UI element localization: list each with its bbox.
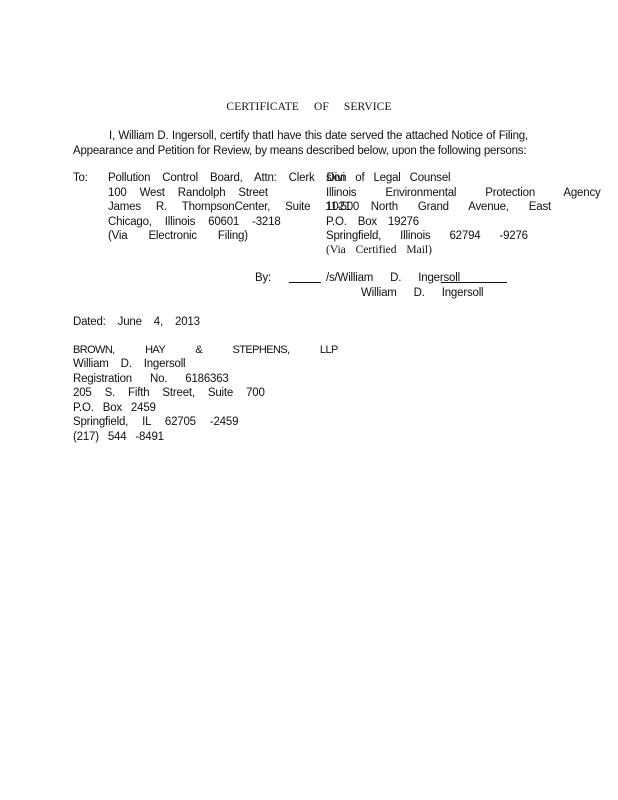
document-title: CERTIFICATE OF SERVICE <box>226 101 392 113</box>
left-recipient-line: Pollution Control Board, Attn: Clerk Divi <box>108 172 345 184</box>
signature-line <box>441 282 507 283</box>
phone-number: (217) 544 -8491 <box>73 431 164 443</box>
street-address: 205 S. Fifth Street, Suite 700 <box>73 387 265 399</box>
city-state-zip: Springfield, IL 62705 -2459 <box>73 416 239 428</box>
electronic-signature: /s/William D. Ingersoll <box>326 272 460 284</box>
right-recipient-line: (Via Certified Mail) <box>326 244 432 256</box>
left-recipient-line: (Via Electronic Filing) <box>108 230 248 242</box>
left-recipient-line: Chicago, Illinois 60601 -3218 <box>108 216 281 228</box>
firm-name: BROWN, HAY & STEPHENS, LLP <box>73 344 338 356</box>
attorney-name: William D. Ingersoll <box>73 358 186 370</box>
registration-number: Registration No. 6186363 <box>73 373 229 385</box>
right-recipient-line: Springfield, Illinois 62794 -9276 <box>326 230 528 242</box>
by-underline <box>289 282 321 283</box>
po-box: P.O. Box 2459 <box>73 402 156 414</box>
certification-paragraph: I, William D. Ingersoll, certify thatI have this date served the attached Notice of Filing, Appearance and Petition for Review, by means described below, upon the following persons: <box>73 130 528 157</box>
right-recipient-line: 1021 North Grand Avenue, East <box>326 201 552 213</box>
right-recipient-line: Illinois Environmental Protection Agency <box>326 187 601 199</box>
left-recipient-line: James R. ThompsonCenter, Suite 11-500 <box>108 201 360 213</box>
signer-name: William D. Ingersoll <box>361 287 484 299</box>
date-line: Dated: June 4, 2013 <box>73 316 200 328</box>
to-label: To: <box>73 172 88 184</box>
by-label: By: <box>255 272 272 284</box>
left-recipient-line: 100 West Randolph Street <box>108 187 268 199</box>
right-recipient-line: sion of Legal Counsel <box>326 172 451 184</box>
right-recipient-line: P.O. Box 19276 <box>326 216 419 228</box>
